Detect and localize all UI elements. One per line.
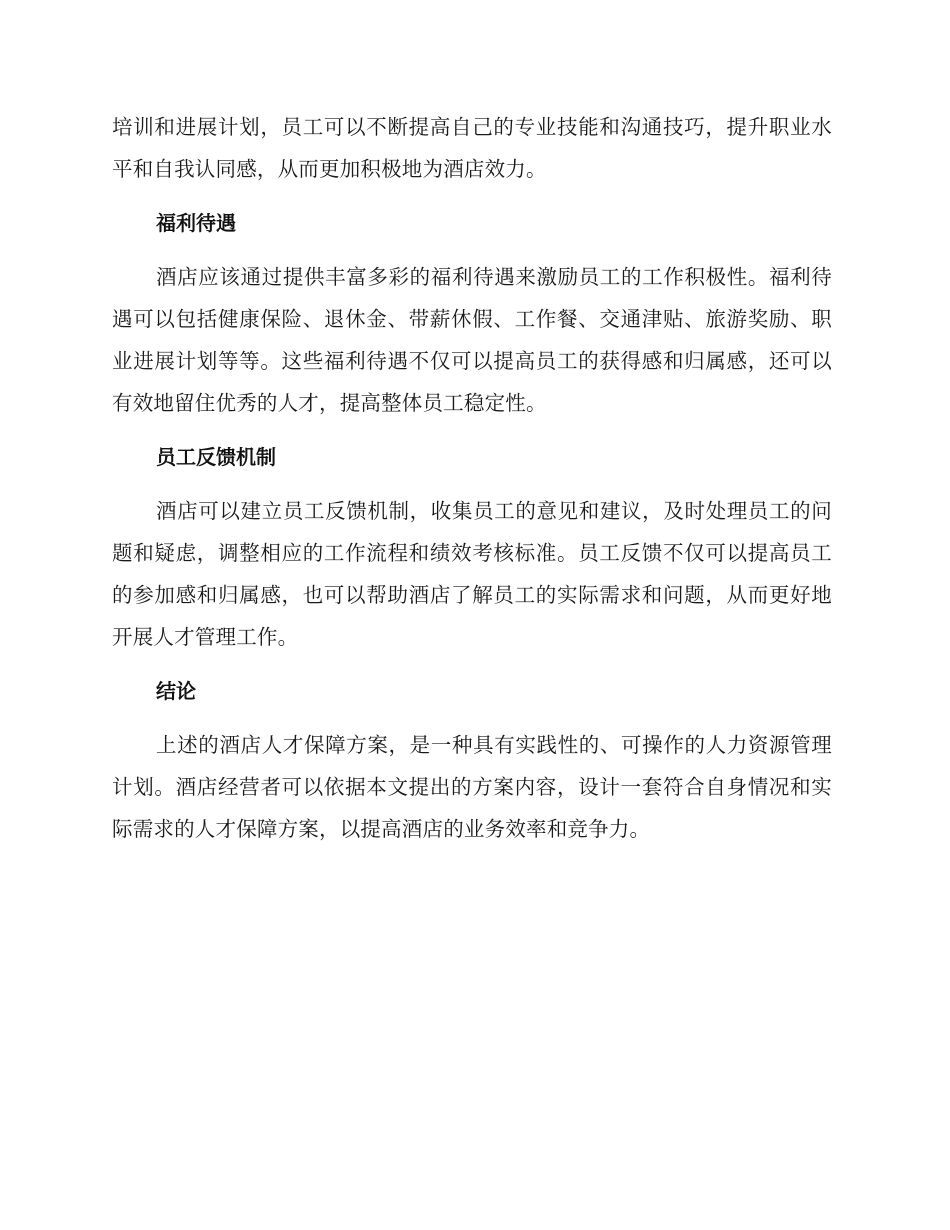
section-body-feedback: 酒店可以建立员工反馈机制，收集员工的意见和建议，及时处理员工的问题和疑虑，调整相应的工作流程和绩效考核标准。员工反馈不仅可以提高员工的参加感和归属感，也可以帮助酒店了解员工的实际需求和问题，从而更好地开展人才管理工作。 [112, 499, 832, 649]
document-body [112, 106, 832, 850]
section-heading-benefits: 福利待遇 [156, 211, 236, 235]
intro-paragraph: 培训和进展计划，员工可以不断提高自己的专业技能和沟通技巧，提升职业水平和自我认同感，从而更加积极地为酒店效力。 [112, 115, 832, 181]
section-heading-conclusion: 结论 [156, 679, 196, 703]
section-body-benefits: 酒店应该通过提供丰富多彩的福利待遇来激励员工的工作积极性。福利待遇可以包括健康保险、退休金、带薪休假、工作餐、交通津贴、旅游奖励、职业进展计划等等。这些福利待遇不仅可以提高员工的获得感和归属感，还可以有效地留住优秀的人才，提高整体员工稳定性。 [112, 265, 832, 415]
section-heading-feedback: 员工反馈机制 [156, 445, 276, 469]
section-body-conclusion: 上述的酒店人才保障方案，是一种具有实践性的、可操作的人力资源管理计划。酒店经营者可以依据本文提出的方案内容，设计一套符合自身情况和实际需求的人才保障方案，以提高酒店的业务效率和竞争力。 [112, 733, 832, 841]
